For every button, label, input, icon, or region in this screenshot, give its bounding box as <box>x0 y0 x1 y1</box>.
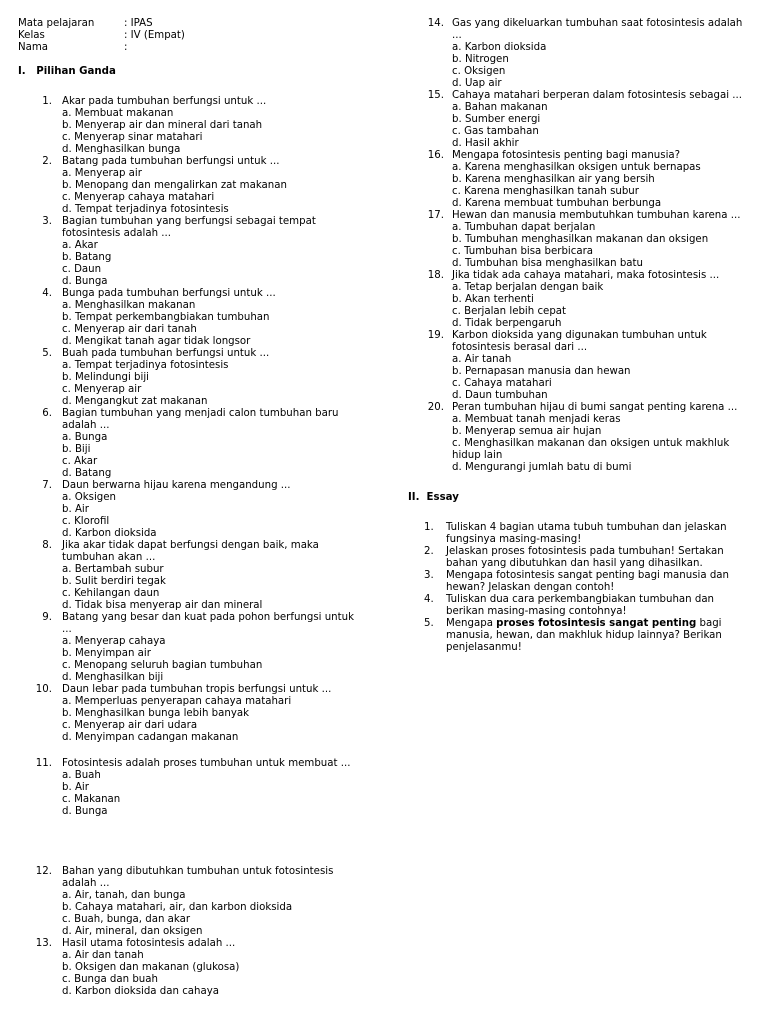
question-text: Fotosintesis adalah proses tumbuhan untuk membuat ... <box>62 758 351 769</box>
answer-option: b. Menyerap air dan mineral dari tanah <box>62 120 263 131</box>
answer-option: a. Akar <box>62 240 98 251</box>
question-number: 5. <box>42 348 52 359</box>
answer-option: a. Karena menghasilkan oksigen untuk bernapas <box>452 162 701 173</box>
essay-text-start: Mengapa <box>446 618 497 629</box>
left-column <box>18 18 358 998</box>
question-text: Hewan dan manusia membutuhkan tumbuhan karena ... <box>452 210 741 221</box>
question-number: 18. <box>427 270 444 281</box>
question-number: 2. <box>42 156 52 167</box>
answer-option: c. Berjalan lebih cepat <box>452 306 567 317</box>
answer-option: c. Menyerap sinar matahari <box>62 132 203 143</box>
question-text: Peran tumbuhan hijau di bumi sangat penting karena ... <box>452 402 738 413</box>
answer-option: d. Batang <box>62 468 112 479</box>
answer-option: b. Menyimpan air <box>62 648 151 659</box>
class-value: : IV (Empat) <box>124 30 185 41</box>
answer-option: c. Cahaya matahari <box>452 378 552 389</box>
question-number: 16. <box>427 150 444 161</box>
question-item <box>408 330 748 402</box>
answer-option: c. Menyerap cahaya matahari <box>62 192 215 203</box>
answer-options <box>408 282 748 330</box>
answer-option: b. Tumbuhan menghasilkan makanan dan oksigen <box>452 234 709 245</box>
answer-option: c. Karena menghasilkan tanah subur <box>452 186 639 197</box>
section-title-multiple-choice: I. Pilihan Ganda <box>18 66 116 77</box>
header-row-class <box>18 30 358 42</box>
essay-item: 4. Tuliskan dua cara perkembangbiakan tumbuhan dan berikan masing-masing contohnya! <box>408 594 748 618</box>
question-item <box>18 866 358 938</box>
answer-option: a. Buah <box>62 770 101 781</box>
essay-text: Mengapa fotosintesis sangat penting bagi manusia dan hewan? Jelaskan dengan contoh! <box>446 570 729 593</box>
answer-option: c. Kehilangan daun <box>62 588 160 599</box>
answer-option: a. Menyerap cahaya <box>62 636 166 647</box>
answer-option: a. Bunga <box>62 432 108 443</box>
answer-option: d. Menghasilkan bunga <box>62 144 181 155</box>
question-number: 12. <box>35 866 52 877</box>
answer-option: c. Makanan <box>62 794 121 805</box>
answer-options <box>18 360 358 408</box>
question-item <box>408 270 748 330</box>
question-number: 15. <box>427 90 444 101</box>
question-item <box>18 758 358 818</box>
essay-text: Tuliskan 4 bagian utama tubuh tumbuhan dan jelaskan fungsinya masing-masing! <box>446 522 727 545</box>
question-number: 4. <box>42 288 52 299</box>
question-number: 7. <box>42 480 52 491</box>
question-text: Daun berwarna hijau karena mengandung ... <box>62 480 291 491</box>
answer-option: a. Memperluas penyerapan cahaya matahari <box>62 696 292 707</box>
answer-option: c. Gas tambahan <box>452 126 539 137</box>
answer-option: a. Air tanah <box>452 354 512 365</box>
question-item <box>18 348 358 408</box>
question-item <box>18 480 358 540</box>
question-text: Bahan yang dibutuhkan tumbuhan untuk fotosintesis adalah ... <box>62 866 334 889</box>
answer-option: a. Bahan makanan <box>452 102 548 113</box>
question-number: 3. <box>42 216 52 227</box>
answer-option: b. Menghasilkan bunga lebih banyak <box>62 708 250 719</box>
answer-option: c. Menyerap air <box>62 384 142 395</box>
answer-option: b. Oksigen dan makanan (glukosa) <box>62 962 240 973</box>
question-text: Batang yang besar dan kuat pada pohon berfungsi untuk ... <box>62 612 354 635</box>
answer-option: b. Batang <box>62 252 112 263</box>
answer-option: d. Menyimpan cadangan makanan <box>62 732 239 743</box>
answer-option: c. Akar <box>62 456 98 467</box>
answer-options <box>18 770 358 818</box>
essay-text <box>408 618 748 654</box>
answer-option: d. Hasil akhir <box>452 138 519 149</box>
answer-option: d. Mengikat tanah agar tidak longsor <box>62 336 251 347</box>
question-text: Bunga pada tumbuhan berfungsi untuk ... <box>62 288 276 299</box>
question-list-part-1 <box>18 96 358 744</box>
question-item <box>18 156 358 216</box>
answer-option: a. Tumbuhan dapat berjalan <box>452 222 596 233</box>
question-text: Daun lebar pada tumbuhan tropis berfungsi untuk ... <box>62 684 332 695</box>
essay-text: Tuliskan dua cara perkembangbiakan tumbuhan dan berikan masing-masing contohnya! <box>446 594 715 617</box>
question-item <box>408 402 748 474</box>
question-number: 1. <box>42 96 52 107</box>
question-list-part-3 <box>18 866 358 998</box>
question-item <box>408 210 748 270</box>
question-text: Cahaya matahari berperan dalam fotosintesis sebagai ... <box>452 90 743 101</box>
answer-option: c. Daun <box>62 264 102 275</box>
answer-option: a. Air dan tanah <box>62 950 144 961</box>
answer-option: b. Menopang dan mengalirkan zat makanan <box>62 180 287 191</box>
answer-options <box>18 240 358 288</box>
question-item <box>18 540 358 612</box>
answer-option: d. Karbon dioksida <box>62 528 157 539</box>
answer-options <box>18 950 358 998</box>
question-item <box>18 408 358 480</box>
question-item <box>18 684 358 744</box>
name-label: Nama <box>18 42 49 53</box>
question-number: 20. <box>427 402 444 413</box>
answer-option: b. Pernapasan manusia dan hewan <box>452 366 631 377</box>
header-row-name <box>18 42 358 54</box>
essay-text-end: bagi manusia, hewan, dan makhluk hidup lainnya? Berikan penjelasanmu! <box>446 618 722 653</box>
answer-options <box>408 42 748 90</box>
answer-option: a. Tetap berjalan dengan baik <box>452 282 604 293</box>
answer-option: d. Tidak bisa menyerap air dan mineral <box>62 600 263 611</box>
answer-option: c. Oksigen <box>452 66 506 77</box>
question-text: Karbon dioksida yang digunakan tumbuhan untuk fotosintesis berasal dari ... <box>452 330 707 353</box>
question-number: 19. <box>427 330 444 341</box>
answer-option: c. Menyerap air dari udara <box>62 720 198 731</box>
answer-option: c. Bunga dan buah <box>62 974 158 985</box>
answer-option: b. Karena menghasilkan air yang bersih <box>452 174 655 185</box>
answer-option: c. Menyerap air dari tanah <box>62 324 197 335</box>
question-text: Bagian tumbuhan yang menjadi calon tumbuhan baru adalah ... <box>62 408 339 431</box>
answer-option: c. Tumbuhan bisa berbicara <box>452 246 594 257</box>
answer-option: b. Nitrogen <box>452 54 509 65</box>
question-text: Buah pada tumbuhan berfungsi untuk ... <box>62 348 270 359</box>
essay-list <box>408 522 748 654</box>
answer-options <box>408 414 748 474</box>
answer-option: c. Menopang seluruh bagian tumbuhan <box>62 660 263 671</box>
answer-options <box>408 354 748 402</box>
essay-item: 3. Mengapa fotosintesis sangat penting bagi manusia dan hewan? Jelaskan dengan contoh! <box>408 570 748 594</box>
answer-options <box>18 300 358 348</box>
answer-options <box>18 890 358 938</box>
right-column <box>408 18 748 654</box>
answer-option: b. Cahaya matahari, air, dan karbon dioksida <box>62 902 293 913</box>
answer-option: b. Akan terhenti <box>452 294 534 305</box>
answer-options <box>18 564 358 612</box>
question-item <box>18 96 358 156</box>
question-text: Batang pada tumbuhan berfungsi untuk ... <box>62 156 280 167</box>
question-number: 9. <box>42 612 52 623</box>
answer-option: a. Oksigen <box>62 492 116 503</box>
answer-option: d. Bunga <box>62 276 108 287</box>
essay-text: Jelaskan proses fotosintesis pada tumbuhan! Sertakan bahan yang dibutuhkan dan hasil yang dihasilkan. <box>446 546 724 569</box>
answer-option: a. Air, tanah, dan bunga <box>62 890 186 901</box>
answer-option: d. Daun tumbuhan <box>452 390 548 401</box>
answer-option: d. Mengurangi jumlah batu di bumi <box>452 462 632 473</box>
question-text: Jika akar tidak dapat berfungsi dengan baik, maka tumbuhan akan ... <box>62 540 319 563</box>
header-row-subject <box>18 18 358 30</box>
essay-text-emphasis: proses fotosintesis sangat penting <box>496 618 697 629</box>
answer-option: d. Tidak berpengaruh <box>452 318 562 329</box>
class-label: Kelas <box>18 30 45 41</box>
question-text: Jika tidak ada cahaya matahari, maka fotosintesis ... <box>452 270 720 281</box>
answer-option: d. Menghasilkan biji <box>62 672 164 683</box>
answer-options <box>18 108 358 156</box>
question-number: 17. <box>427 210 444 221</box>
answer-option: b. Air <box>62 504 89 515</box>
answer-option: b. Air <box>62 782 89 793</box>
answer-options <box>408 222 748 270</box>
answer-option: a. Karbon dioksida <box>452 42 547 53</box>
subject-label: Mata pelajaran <box>18 18 95 29</box>
answer-options <box>408 162 748 210</box>
essay-item: 5. Mengapa proses fotosintesis sangat penting bagi manusia, hewan, dan makhluk hidup lainnya? Berikan penjelasanmu! <box>408 618 748 654</box>
question-list-part-2 <box>18 758 358 818</box>
answer-option: b. Tempat perkembangbiakan tumbuhan <box>62 312 270 323</box>
answer-option: b. Melindungi biji <box>62 372 149 383</box>
question-text: Hasil utama fotosintesis adalah ... <box>62 938 236 949</box>
answer-option: b. Sumber energi <box>452 114 541 125</box>
answer-option: d. Tumbuhan bisa menghasilkan batu <box>452 258 644 269</box>
question-number: 14. <box>427 18 444 29</box>
answer-option: c. Buah, bunga, dan akar <box>62 914 191 925</box>
answer-option: d. Air, mineral, dan oksigen <box>62 926 203 937</box>
question-item <box>408 90 748 150</box>
question-text: Akar pada tumbuhan berfungsi untuk ... <box>62 96 267 107</box>
answer-option: a. Bertambah subur <box>62 564 164 575</box>
answer-option: a. Tempat terjadinya fotosintesis <box>62 360 229 371</box>
subject-value: : IPAS <box>124 18 153 29</box>
answer-option: a. Membuat makanan <box>62 108 174 119</box>
question-item <box>18 216 358 288</box>
answer-option: d. Mengangkut zat makanan <box>62 396 208 407</box>
answer-option: d. Karena membuat tumbuhan berbunga <box>452 198 662 209</box>
answer-options <box>18 696 358 744</box>
answer-option: d. Tempat terjadinya fotosintesis <box>62 204 229 215</box>
answer-option: b. Biji <box>62 444 91 455</box>
question-number: 10. <box>35 684 52 695</box>
answer-option: a. Menghasilkan makanan <box>62 300 196 311</box>
question-item <box>408 150 748 210</box>
answer-options <box>408 102 748 150</box>
answer-options <box>18 636 358 684</box>
answer-options <box>18 168 358 216</box>
answer-option: c. Klorofil <box>62 516 110 527</box>
question-item <box>18 288 358 348</box>
question-number: 11. <box>35 758 52 769</box>
question-text: Gas yang dikeluarkan tumbuhan saat fotosintesis adalah ... <box>452 18 743 41</box>
answer-option: a. Menyerap air <box>62 168 142 179</box>
answer-option: d. Karbon dioksida dan cahaya <box>62 986 220 997</box>
section-title-essay: II. Essay <box>408 492 459 503</box>
answer-option: d. Bunga <box>62 806 108 817</box>
answer-options <box>18 432 358 480</box>
essay-item: 2. Jelaskan proses fotosintesis pada tumbuhan! Sertakan bahan yang dibutuhkan dan hasil yang dihasilkan. <box>408 546 748 570</box>
question-text: Mengapa fotosintesis penting bagi manusia? <box>452 150 681 161</box>
question-number: 13. <box>35 938 52 949</box>
answer-option: b. Sulit berdiri tegak <box>62 576 166 587</box>
question-number: 8. <box>42 540 52 551</box>
answer-option: c. Menghasilkan makanan dan oksigen untuk makhluk hidup lain <box>452 438 730 461</box>
answer-option: a. Membuat tanah menjadi keras <box>452 414 621 425</box>
question-item <box>18 612 358 684</box>
answer-option: d. Uap air <box>452 78 502 89</box>
question-number: 6. <box>42 408 52 419</box>
question-item <box>18 938 358 998</box>
question-list-part-4 <box>408 18 748 474</box>
header-info <box>18 18 358 54</box>
answer-options <box>18 492 358 540</box>
name-value: : <box>124 42 128 53</box>
essay-item: 1. Tuliskan 4 bagian utama tubuh tumbuhan dan jelaskan fungsinya masing-masing! <box>408 522 748 546</box>
answer-option: b. Menyerap semua air hujan <box>452 426 602 437</box>
question-text: Bagian tumbuhan yang berfungsi sebagai tempat fotosintesis adalah ... <box>62 216 316 239</box>
question-item <box>408 18 748 90</box>
